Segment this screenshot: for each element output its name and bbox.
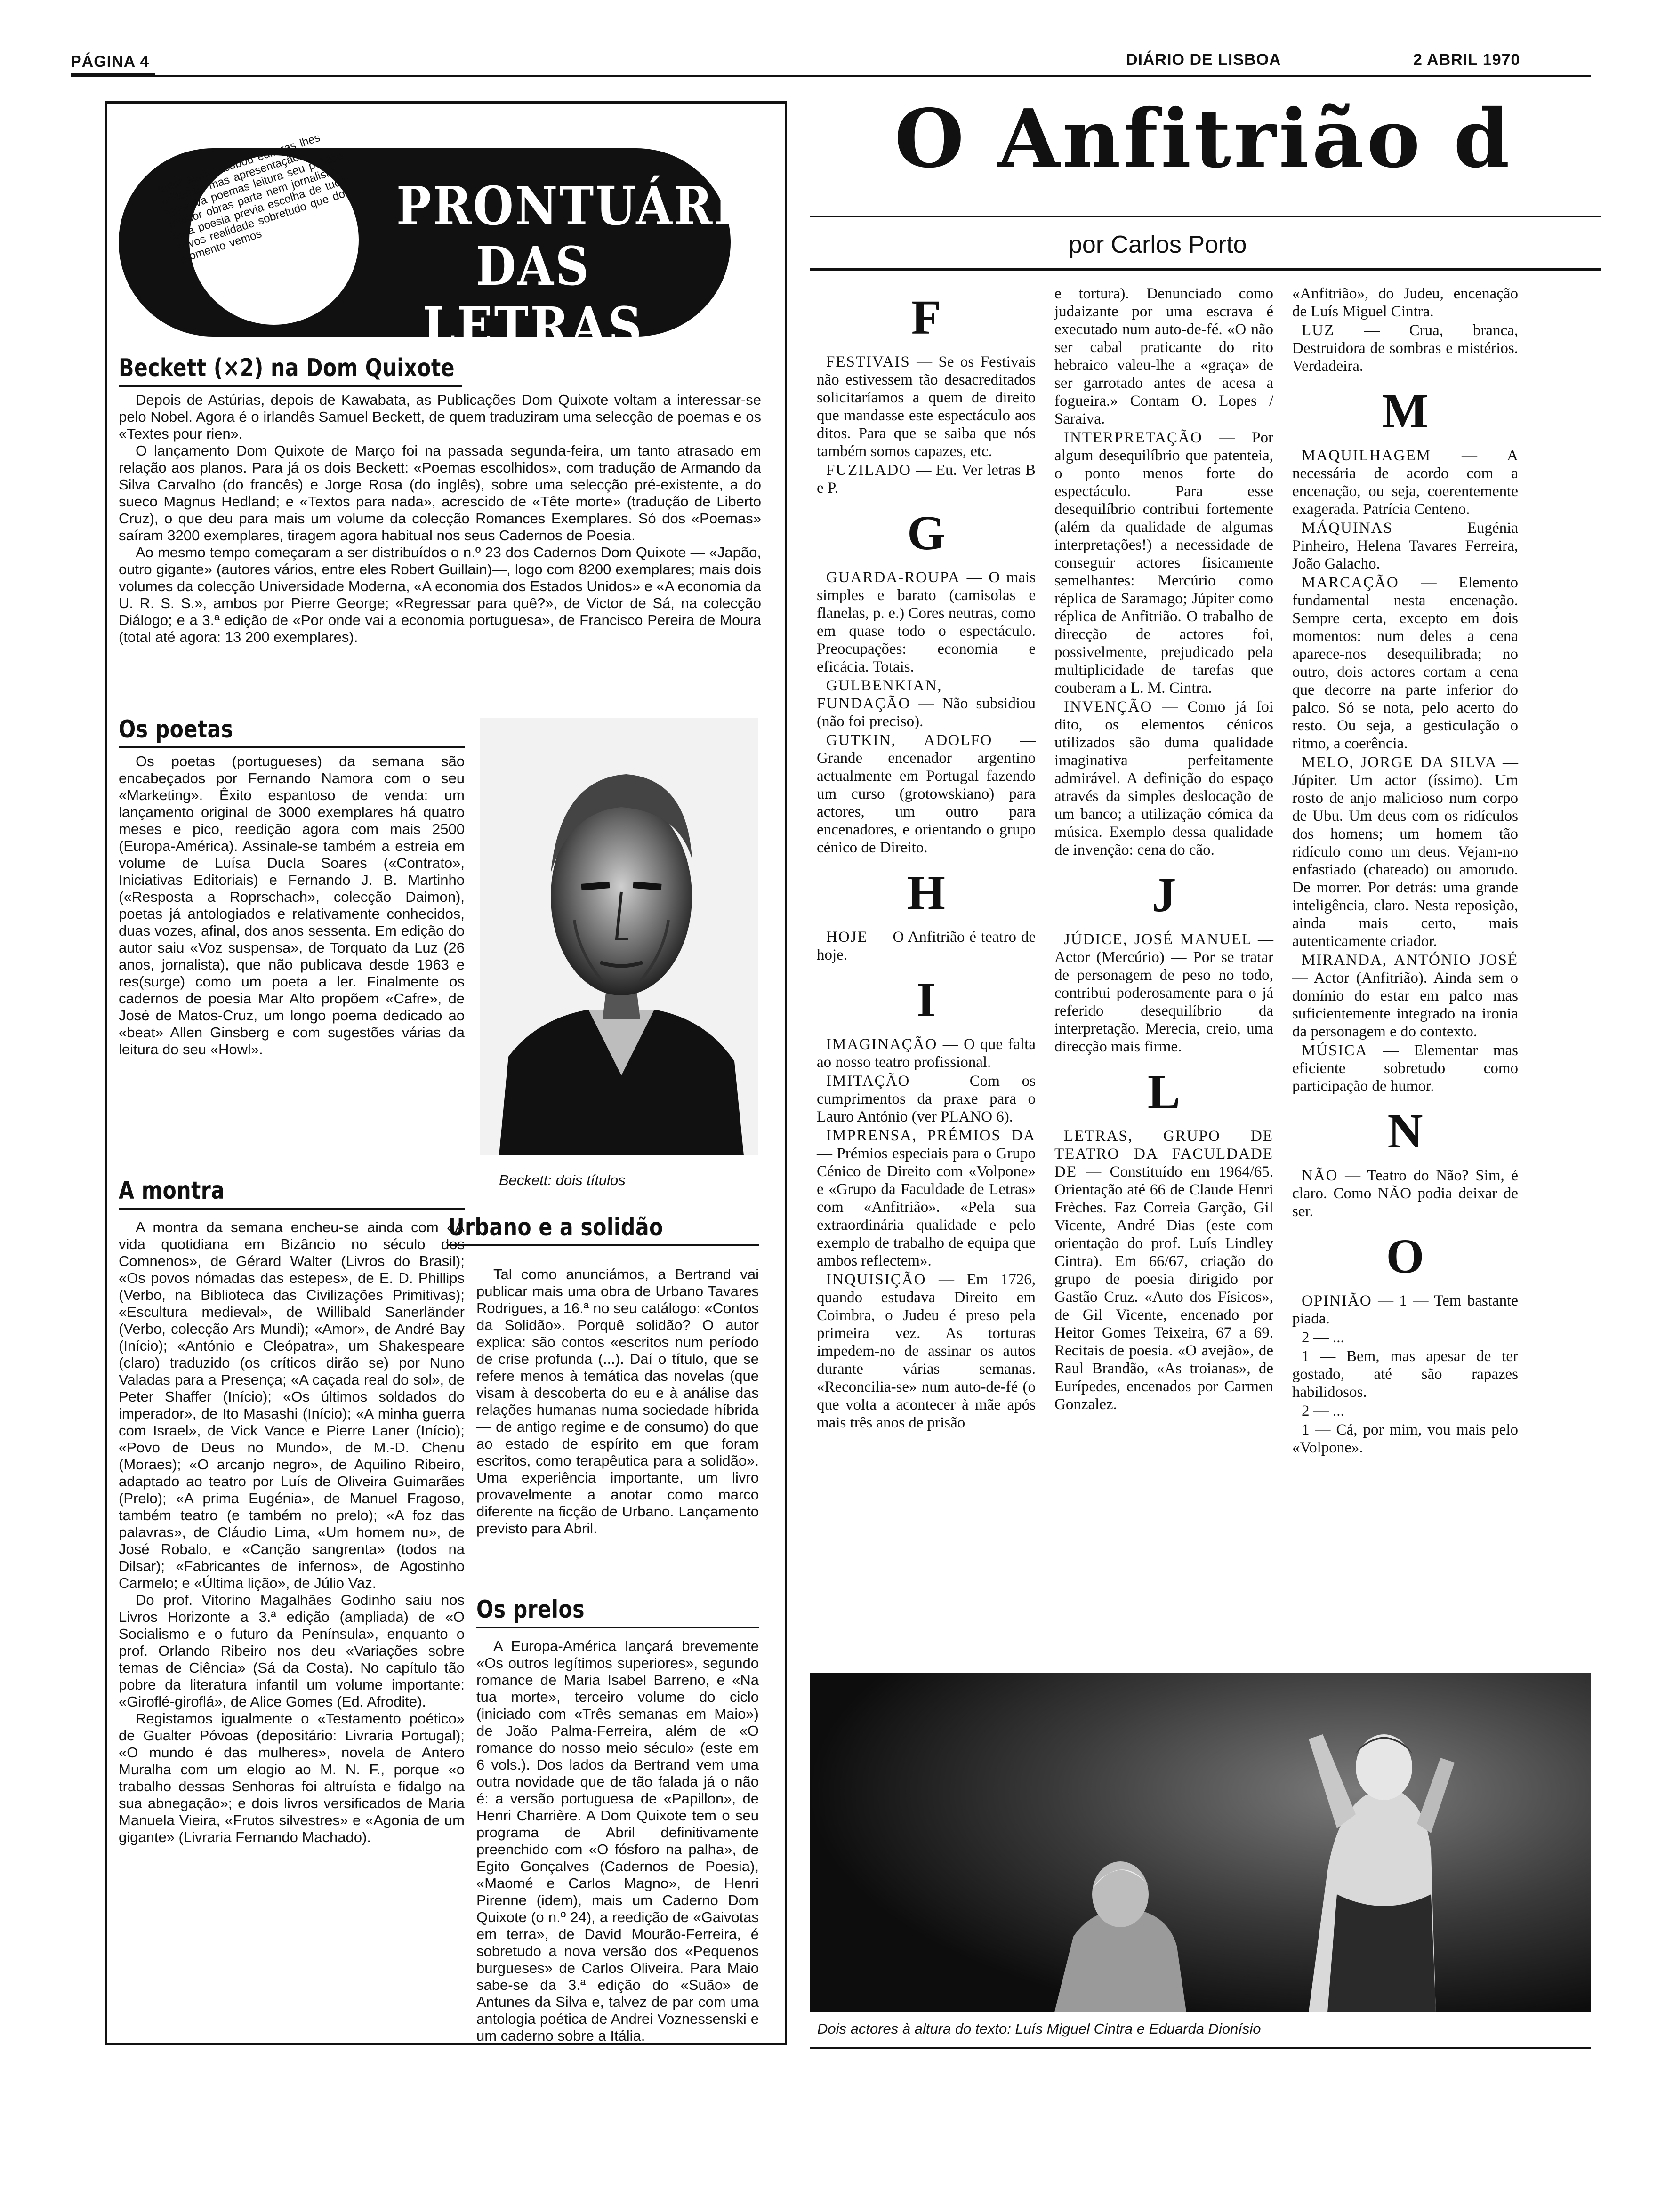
newspaper-name: DIÁRIO DE LISBOA [1126, 51, 1281, 69]
newsprint-collage-icon [156, 131, 359, 325]
dialogue-line: 2 — ... [1302, 1329, 1344, 1346]
glossary-term: INVENÇÃO [1064, 698, 1153, 715]
glossary-term: GUTKIN, ADOLFO [826, 732, 993, 749]
banner-title-line2: DAS LETRAS [423, 236, 643, 358]
glossary-definition: — Crua, branca, Destruidora de sombras e mistérios. Verdadeira. [1292, 322, 1518, 375]
montra-paragraph: A montra da semana encheu-se ainda com «A vida quotidiana em Bizâncio no século dos Comnenos», de Gérard Walter (Livros do Brasil); «Os povos nómadas das estepes», de E. D. Phillips (Verbo, na Biblioteca das Civilizações Primitivas); «Escultura medieval», de Willibald Sanerländer (Verbo, colecção Ars Mundi); «Amor», de André Bay (Início); «António e Cleópatra», um Shakespeare (claro) traduzido (os críticos dirão se) por Nuno Valadas para a Presença; «A caçada real do sol», de Peter Shaffer (Início); «Os últimos soldados do imperador», de Ito Masashi (Início); «A minha guerra com Israel», de Vick Vance e Pierre Laner (Início); «Povo de Deus no Mundo», de M.-D. Chenu (Moraes); «O arcanjo negro», de Aquilino Ribeiro, adaptado ao teatro por Luís de Oliveira Guimarães (Prelo); «A prima Eugénia», de Manuel Fragoso, também teatro (e também no prelo); «A foz das palavras», de Cláudio Lima, «Um homem nu», de José Robalo, e «Canção sangrenta» (todos na Dilsar); «Fabricantes de infernos», de Agostinho Carmelo; e «Última lição», de Júlio Vaz. [119, 1219, 465, 1591]
glossary-entry [817, 461, 1036, 497]
glossary-term: IMPRENSA, PRÉMIOS DA [826, 1127, 1036, 1144]
glossary-term: MIRANDA, ANTÓNIO JOSÉ [1302, 952, 1518, 969]
glossary-entry [1292, 753, 1518, 950]
glossary-entry [1292, 321, 1518, 375]
banner-title [396, 176, 780, 358]
glossary-term: FUZILADO [826, 462, 911, 479]
glossary-column-3 [1292, 285, 1518, 1458]
glossary-entry [817, 353, 1036, 460]
glossary-continuation: «Anfitrião», do Judeu, encenação de Luís Miguel Cintra. [1292, 285, 1518, 320]
glossary-entry [817, 928, 1036, 964]
glossary-entry [817, 1127, 1036, 1270]
beckett-title: Beckett (×2) na Dom Quixote [119, 354, 455, 382]
glossary-entry [1054, 1127, 1273, 1413]
actors-scene-image [810, 1673, 1591, 2012]
glossary-letter: O [1386, 1229, 1424, 1283]
beckett-portrait-image [480, 718, 758, 1155]
prelos-article [476, 1638, 759, 2044]
collage-text: autor surge acabou editoras lhes editoriais mas apresentação ignorava poemas leitura seu público melhor obras parte nem jornalistas uma poesia previa escolha de tudo novos realidade sobretudo que do momento vemos [156, 131, 348, 266]
glossary-definition: — Actor (Mercúrio) — Por se tratar de personagem de peso no todo, contribui poderosamente para o já referido desequilíbrio da interpretação. Merecia, creio, uma direcção mais firme. [1054, 931, 1274, 1055]
glossary-term: NÃO [1302, 1167, 1338, 1184]
montra-paragraph: Do prof. Vitorino Magalhães Godinho saiu nos Livros Horizonte a 3.ª edição (ampliada) de «O Socialismo e o futuro da Península», enquanto o prof. Orlando Ribeiro nos deu «Variações sobre temas de Ciência» (Sá da Costa). No capítulo tão pobre da literatura infantil um volume importante: «Giroflé-giroflá», de Alice Gomes (Ed. Afrodite). [119, 1592, 465, 1710]
actors-photo-caption: Dois actores à altura do texto: Luís Miguel Cintra e Eduarda Dionísio [817, 2020, 1261, 2037]
glossary-term: MELO, JORGE DA SILVA [1302, 754, 1497, 771]
glossary-definition: — O mais simples e barato (camisolas e flanelas, p. e.) Cores neutras, como em quase todo o espectáculo. Preocupações: economia e eficácia. Totais. [817, 569, 1036, 675]
beckett-paragraph: O lançamento Dom Quixote de Março foi na passada segunda-feira, um tanto atrasado em relação aos planos. Para já os dois Beckett: «Poemas escolhidos», com tradução de Armando da Silva Carvalho (do francês) e Jorge Rosa (do inglês), sobre uma selecção pré-existente, a do sueco Magnus Hedland; e «Textos para nada», acrescido de «Tête morte» (tradução de Liberto Cruz), o que deu para mais um volume da colecção Romances Exemplares. Só dos «Poemas» saíram 3200 exemplares, tiragem agora habitual nos seus Cadernos de Poesia. [119, 442, 761, 544]
poetas-paragraph: Os poetas (portugueses) da semana são encabeçados por Fernando Namora com o seu «Marketing». Êxito espantoso de venda: um lançamento original de 3000 exemplares há quatro meses e pico, reedição agora com mais 2500 (Europa-América). Assinale-se também a estreia em volume de Luísa Ducla Soares («Contrato», Iniciativas Editoriais) e Fernando J. B. Martinho («Resposta a Roprschach», colecção Daimon), poetas já antologiados e relativamente conhecidos, duas vozes, afinal, dos anos sessenta. Em edição do autor saiu «Voz suspensa», de Torquato da Luz (26 anos, jornalista), que não publicava desde 1963 e res(surge) como um poeta a ler. Finalmente os cadernos de poesia Mar Alto propõem «Cafre», de José de Matos-Cruz, um longo poema dedicado ao «beat» Allen Ginsberg e com sugestões várias da leitura do seu «Howl». [119, 753, 465, 1058]
glossary-entry [1054, 930, 1273, 1056]
glossary-entry [1054, 698, 1273, 859]
glossary-term: LETRAS, GRUPO DE TEATRO DA FACULDADE DE [1054, 1128, 1273, 1180]
beckett-photo-caption: Beckett: dois títulos [499, 1172, 626, 1188]
montra-title-rule [119, 1208, 465, 1210]
glossary-definition: — A necessária de acordo com a encenação, ou seja, coerentemente exagerada. Patrícia Centeno. [1292, 447, 1518, 518]
glossary-term: FESTIVAIS [826, 353, 910, 370]
byline-rule [810, 268, 1601, 271]
glossary-entry [1292, 447, 1518, 518]
banner-title-line1: PRONTUÁRIO [396, 176, 780, 237]
glossary-entry [817, 1072, 1036, 1126]
glossary-letter: M [1382, 384, 1429, 438]
main-headline: O Anfitrião d [894, 92, 1512, 186]
poetas-title: Os poetas [119, 715, 233, 744]
glossary-letter: I [917, 973, 936, 1027]
beckett-photo [480, 718, 758, 1155]
prelos-paragraph: A Europa-América lançará brevemente «Os outros legítimos superiores», segundo romance de Maria Isabel Barreno, e «Na tua morte», terceiro volume do ciclo (iniciado com «Três semanas em Maio») de João Palma-Ferreira, além de «O romance do nosso meio século» (este em 6 vols.). Dos lados da Bertrand vem uma outra novidade que de tão falada já o não é: a versão portuguesa de «Papillon», de Henri Charrière. A Dom Quixote tem o seu programa de Abril definitivamente preenchido com «O fósforo na palha», de Egito Gonçalves (Cadernos de Poesia), «Maomé e Carlos Magno», de Henri Pirenne (idem), mais um Caderno Dom Quixote (o n.º 24), a reedição de «Gaivotas em terra», de David Mourão-Ferreira, é sobretudo a nova versão dos «Pequenos burgueses» de Carlos Oliveira. Para Maio sabe-se da 3.ª edição do «Suão» de Antunes da Silva e, talvez de par com uma antologia poética de Andrei Voznessenski e um caderno sobre a Itália. [476, 1638, 759, 2044]
glossary-definition: — Elementar mas eficiente sobretudo como participação de humor. [1292, 1042, 1518, 1095]
glossary-definition: — Como já foi dito, os elementos cénicos utilizados são duma qualidade imaginativa perfeitamente admirável. A definição do espaço através da simples deslocação de um banco; a utilização cómica da música. Exemplo dessa qualidade de invenção: cena do cão. [1054, 698, 1273, 858]
glossary-entry [817, 1035, 1036, 1071]
beckett-paragraph: Ao mesmo tempo começaram a ser distribuídos o n.º 23 dos Cadernos Dom Quixote — «Japão, outro gigante» (autores vários, entre eles Robert Guillain)—, logo com 8200 exemplares; mais dois volumes da colecção Universidade Moderna, «A economia dos Estados Unidos» e «A economia da U. R. S. S.», ambos por Pierre George; «Regressar para quê?», de Victor de Sá, na colecção Diálogo; e a 3.ª edição de «Por onde vai a economia portuguesa», de Francisco Pereira de Moura (total até agora: 13 200 exemplares). [119, 544, 761, 645]
dialogue-line: 1 — Bem, mas apesar de ter gostado, até são rapazes habilidosos. [1292, 1348, 1518, 1401]
glossary-letter: J [1151, 868, 1176, 922]
glossary-entry [817, 1271, 1036, 1432]
glossary-entry [1292, 1292, 1518, 1328]
dialogue-line: 2 — ... [1302, 1403, 1344, 1419]
glossary-definition: — Actor (Anfitrião). Ainda sem o domínio do estar em palco mas suficientemente integrado na ironia da personagem e do contexto. [1292, 970, 1518, 1040]
glossary-letter: G [907, 506, 945, 560]
glossary-term: MÁQUINAS [1302, 520, 1393, 537]
glossary-term: IMITAÇÃO [826, 1073, 910, 1090]
beckett-article [119, 392, 761, 646]
glossary-definition: — Em 1726, quando estudava Direito em Coimbra, o Judeu é preso pela primeira vez. As torturas impedem-no de assinar os autos durante várias semanas. «Reconcilia-se» num auto-de-fé (o que volta a acontecer à mãe após mais três anos de prisão [817, 1271, 1036, 1431]
glossary-definition: — Não subsidiou (não foi preciso). [817, 695, 1036, 730]
glossary-term: IMAGINAÇÃO [826, 1036, 938, 1053]
glossary-term: GUARDA-ROUPA [826, 569, 960, 586]
glossary-definition: — Grande encenador argentino actualmente em Portugal fazendo um curso (grotowskiano) para actores, um outro para encenadores, e orientando o grupo cénico de Direito. [817, 732, 1036, 856]
glossary-term: JÚDICE, JOSÉ MANUEL [1064, 931, 1253, 948]
glossary-term: INTERPRETAÇÃO [1064, 429, 1203, 446]
glossary-term: INQUISIÇÃO [826, 1271, 926, 1288]
glossary-continuation: e tortura). Denunciado como judaizante por uma escrava é executado num auto-de-fé. «O não ser cabal praticante do rito hebraico valeu-lhe a «graça» de ser garrotado antes de acesa a fogueira.» Contam O. Lopes / Saraiva. [1054, 285, 1273, 427]
glossary-definition: — Elemento fundamental nesta encenação. Sempre certa, excepto em dois momentos: num deles a cena aparece-nos desequilibrada; no outro, dois actores cortam a cena que decorre na parte inferior do palco. Só se nota, pelo acerto do resto. Ou seja, a gesticulação o ritmo, a coerência. [1292, 574, 1518, 752]
glossary-definition: — Por algum desequilíbrio que patenteia, o ponto menos forte do espectáculo. Para esse desequilíbrio contribui fortemente (além da qualidade de algumas interpretações!) a necessidade de conseguir actores fisicamente semelhantes: Mercúrio como réplica de Saramago; Júpiter como réplica de Anfitrião. O trabalho de direcção de actores foi, possivelmente, prejudicado pela multiplicidade de tarefas que couberam a L. M. Cintra. [1054, 429, 1273, 697]
beckett-title-rule [119, 385, 462, 387]
glossary-letter: L [1147, 1065, 1181, 1119]
poetas-title-rule [119, 746, 465, 748]
glossary-term: MÚSICA [1302, 1042, 1368, 1059]
glossary-entry [817, 731, 1036, 857]
glossary-term: GULBENKIAN, FUNDAÇÃO [817, 677, 942, 712]
glossary-term: MAQUILHAGEM [1302, 447, 1431, 464]
glossary-entry [1292, 519, 1518, 573]
glossary-letter: N [1387, 1104, 1423, 1158]
glossary-definition: — Júpiter. Um actor (íssimo). Um rosto de anjo malicioso num corpo de Ubu. Um deus com os ridículos dos homens; um homem tão ridículo como um deus. Vejam-no enfastiado (chateado) ou amorudo. De morrer. Por detrás: uma grande inteligência, claro. Nesta reposição, ainda mais certo, mais autenticamente criador. [1292, 754, 1518, 950]
glossary-term: LUZ [1302, 322, 1335, 339]
glossary-letter: H [907, 866, 945, 920]
glossary-definition: — Prémios especiais para o Grupo Cénico de Direito com «Volpone» e «Grupo da Faculdade de Letras» com «Anfitrião». «Pela sua extraordinária qualidade e pelo exemplo de trabalho de equipa que ambos reflectem». [817, 1145, 1036, 1269]
urbano-paragraph: Tal como anunciámos, a Bertrand vai publicar mais uma obra de Urbano Tavares Rodrigues, a 16.ª no seu catálogo: «Contos da Solidão». Porquê solidão? O autor explica: são contos «escritos num período de crise profunda (...). Daí o título, que se refere menos à temática das novelas (que visam à descoberta do eu e à análise das relações humanas numa sociedade híbrida — de antigo regime e de consumo) do que ao estado de espírito em que foram escritos, como terapêutica para a solidão». Uma experiência importante, um livro provavelmente a anotar como marco diferente na ficção de Urbano. Lançamento previsto para Abril. [476, 1266, 759, 1537]
glossary-column-1 [817, 282, 1036, 1433]
glossary-entry [817, 677, 1036, 730]
dialogue-line: 1 — Cá, por mim, vou mais pelo «Volpone». [1292, 1421, 1518, 1456]
page-number: PÁGINA 4 [71, 53, 150, 71]
glossary-definition: — Com os cumprimentos da praxe para o Lauro António (ver PLANO 6). [817, 1073, 1036, 1125]
glossary-definition: — O Anfitrião é teatro de hoje. [817, 929, 1036, 963]
masthead-rule [71, 75, 1591, 77]
urbano-article [476, 1266, 759, 1537]
glossary-definition: — Eu. Ver letras B e P. [817, 462, 1036, 497]
poetas-article [119, 753, 465, 1058]
page-number-underline [71, 73, 155, 75]
glossary-term: OPINIÃO [1302, 1292, 1372, 1309]
urbano-title: Urbano e a solidão [448, 1213, 663, 1242]
beckett-paragraph: Depois de Astúrias, depois de Kawabata, as Publicações Dom Quixote voltam a interessar-se pelo Nobel. Agora é o irlandês Samuel Beckett, de quem traduziram uma selecção de poemas e os «Textes pour rien». [119, 392, 761, 442]
glossary-definition: — Se os Festivais não estivessem tão desacreditados solicitaríamos a quem de direito que mandasse este espectáculo aos ditos. Para que se saiba que nós também somos capazes, etc. [817, 353, 1036, 460]
headline-rule [810, 216, 1601, 217]
montra-title: A montra [119, 1177, 225, 1205]
glossary-entry [1292, 951, 1518, 1041]
glossary-definition: — Constituído em 1964/65. Orientação até 66 de Claude Henri Frèches. Faz Correia Garção, Gil Vicente, André Dias (este com orientação do prof. Luís Lindley Cintra). Em 66/67, criação do grupo de poesia dirigido por Gastão Cruz. «Auto dos Físicos», de Gil Vicente, encenado por Heitor Gomes Teixeira, 67 a 69. Recitais de poesia. «O avejão», de Raul Brandão, «As troianas», de Eurípedes, encenados por Carmen Gonzalez. [1054, 1163, 1273, 1413]
prelos-title-rule [476, 1627, 759, 1628]
glossary-entry [1054, 429, 1273, 697]
issue-date: 2 ABRIL 1970 [1413, 51, 1520, 69]
glossary-definition: — 1 — Tem bastante piada. [1292, 1292, 1518, 1327]
bottom-rule [810, 2047, 1591, 2049]
glossary-entry [1292, 574, 1518, 753]
glossary-definition: — Teatro do Não? Sim, é claro. Como NÃO podia deixar de ser. [1292, 1167, 1518, 1220]
glossary-term: HOJE [826, 929, 868, 946]
byline: por Carlos Porto [1069, 231, 1247, 258]
actors-photo [810, 1673, 1591, 2012]
prelos-title: Os prelos [476, 1595, 585, 1624]
glossary-letter: F [911, 290, 941, 345]
montra-paragraph: Registamos igualmente o «Testamento poético» de Gualter Póvoas (depositário: Livraria Portugal); «O mundo é das mulheres», novela de Antero Muralha com um elogio ao M. N. F., porque «o trabalho dessas Senhoras foi altruísta e fidalgo na sua abnegação»; e dois livros versificados de Maria Manuela Vieira, «Frutos silvestres» e «Agonia de um gigante» (Livraria Fernando Machado). [119, 1710, 465, 1845]
glossary-definition: — Eugénia Pinheiro, Helena Tavares Ferreira, João Galacho. [1292, 520, 1518, 572]
glossary-column-2 [1054, 285, 1273, 1414]
glossary-term: MARCAÇÃO [1302, 574, 1399, 591]
urbano-title-rule [448, 1244, 759, 1246]
glossary-definition: — O que falta ao nosso teatro profissional. [817, 1036, 1036, 1071]
glossary-entry [1292, 1042, 1518, 1095]
glossary-entry [817, 569, 1036, 676]
montra-article [119, 1219, 465, 1846]
glossary-entry [1292, 1167, 1518, 1220]
